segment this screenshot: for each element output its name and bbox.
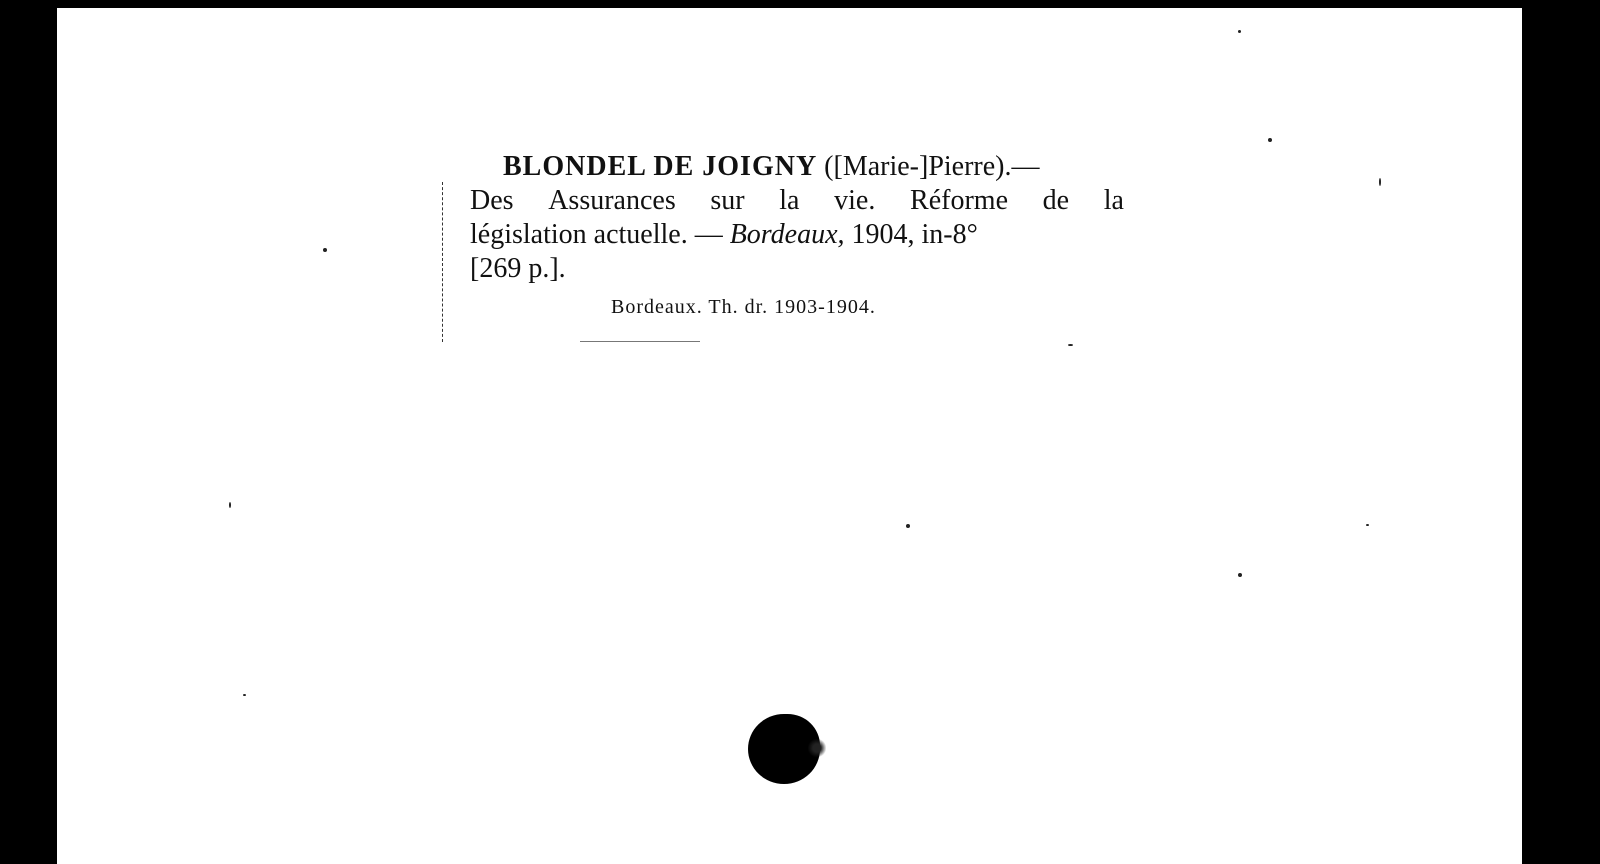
title-word: la (1103, 185, 1124, 216)
title-word: sur (710, 185, 745, 216)
entry-pagination-line (470, 252, 1120, 286)
margin-rule (442, 182, 444, 342)
author-name: BLONDEL DE JOIGNY (503, 151, 818, 182)
title-word: la (779, 185, 800, 216)
entry-imprint-line (470, 218, 1120, 252)
thesis-note: Bordeaux. Th. dr. 1903-1904. (611, 296, 876, 318)
author-given-names: ([Marie-]Pierre).— (824, 151, 1040, 182)
punch-hole (748, 714, 820, 784)
dust-speck (1379, 178, 1381, 186)
title-word: Réforme (910, 185, 1008, 216)
dust-speck (1238, 573, 1242, 577)
title-word: Des (470, 185, 514, 216)
dust-speck (229, 502, 231, 508)
title-continuation: législation actuelle. — (470, 219, 723, 250)
dust-speck (1238, 30, 1241, 33)
dust-speck (1268, 138, 1272, 142)
entry-heading-line (470, 150, 1120, 184)
title-word: de (1042, 185, 1070, 216)
dust-speck (1068, 344, 1073, 346)
title-word: Assurances (548, 185, 676, 216)
bibliographic-entry (470, 150, 1124, 320)
title-word: vie. (834, 185, 876, 216)
dust-speck (580, 341, 700, 342)
publication-place: Bordeaux, (729, 219, 845, 250)
dust-speck (1366, 524, 1369, 526)
dust-speck (323, 248, 327, 252)
dust-speck (906, 524, 910, 528)
pagination: [269 p.]. (470, 253, 566, 284)
publication-details: 1904, in-8° (851, 219, 978, 250)
dust-speck (243, 694, 246, 696)
entry-title-line (470, 184, 1124, 218)
